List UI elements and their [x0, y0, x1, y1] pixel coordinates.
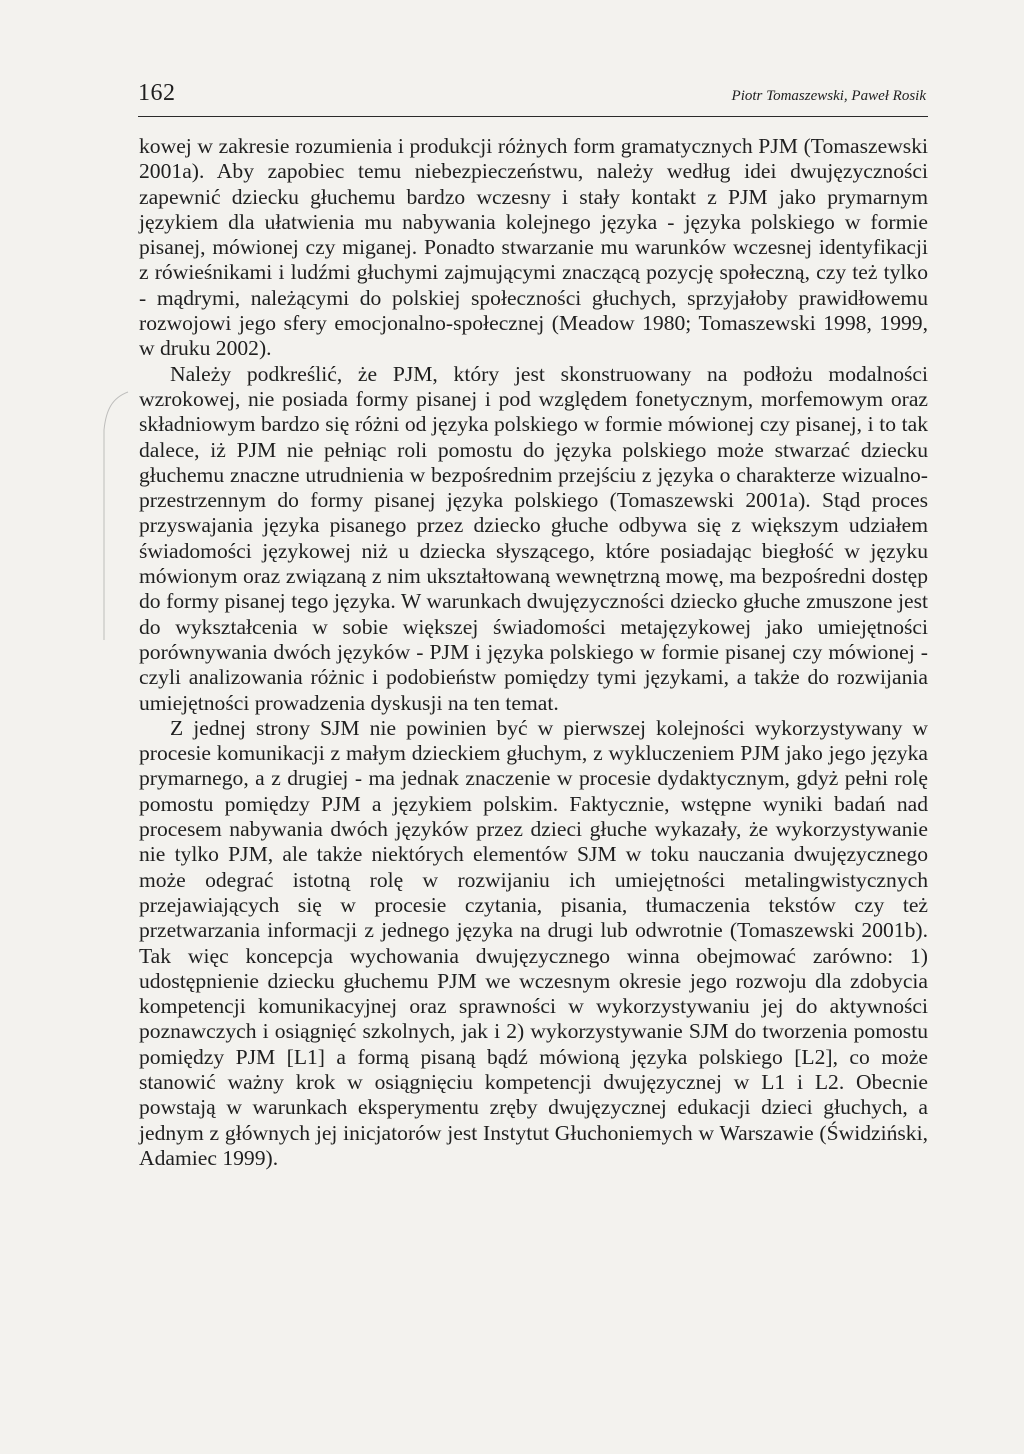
page-header [138, 78, 928, 117]
margin-pencil-mark [100, 390, 130, 650]
paragraph-3: Z jednej strony SJM nie powinien być w pierwszej kolejności wykorzystywany w procesie komunikacji z małym dzieckiem głuchym, z wykluczeniem PJM jako jego języka prymarnego, a z drugiej - ma jednak znaczenie w procesie dydaktycznym, gdyż pełni rolę pomostu pomiędzy PJM a językiem polskim. Faktycznie, wstępne wyniki badań nad procesem nabywania dwóch języków przez dzieci głuche wykazały, że wykorzystywanie nie tylko PJM, ale także niektórych elementów SJM w toku nauczania dwujęzycznego może odegrać istotną rolę w rozwijaniu ich umiejętności metalingwistycznych przejawiających się w procesie czytania, pisania, tłumaczenia tekstów czy też przetwarzania informacji z jednego języka na drugi lub odwrotnie (Tomaszewski 2001b). Tak więc koncepcja wychowania dwujęzycznego winna obejmować zarówno: 1) udostępnienie dziecku głuchemu PJM we wczesnym okresie jego rozwoju dla zdobycia kompetencji komunikacyjnej oraz sprawności w wykorzystywaniu jej do aktywności poznawczych i osiągnięć szkolnych, jak i 2) wykorzystywanie SJM do tworzenia pomostu pomiędzy PJM [L1] a formą pisaną bądź mówioną języka polskiego [L2], co może stanowić ważny krok w osiągnięciu kompetencji dwujęzycznej w L1 i L2. Obecnie powstają w warunkach eksperymentu zręby dwujęzycznej edukacji dzieci głuchych, a jednym z głównych jej inicjatorów jest Instytut Głuchoniemych w Warszawie (Świdziński, Adamiec 1999). [139, 715, 928, 1170]
page-number: 162 [138, 80, 176, 106]
running-head-authors: Piotr Tomaszewski, Paweł Rosik [731, 88, 926, 104]
paragraph-1: kowej w zakresie rozumienia i produkcji różnych form gramatycznych PJM (Tomaszewski 2001a). Aby zapobiec temu niebezpieczeństwu, należy według idei dwujęzyczności zapewnić dziecku głuchemu bardzo wczesny i stały kontakt z PJM jako prymarnym językiem dla ułatwienia mu nabywania kolejnego języka - języka polskiego w formie pisanej, mówionej czy miganej. Ponadto stwarzanie mu warunków wczesnej identyfikacji z rówieśnikami i ludźmi głuchymi zajmującymi znaczącą pozycję społeczną, czy też tylko - mądrymi, należącymi do polskiej społeczności głuchych, sprzyjałoby prawidłowemu rozwojowi jego sfery emocjonalno-społecznej (Meadow 1980; Tomaszewski 1998, 1999, w druku 2002). [139, 134, 928, 361]
body-text [139, 134, 928, 1171]
paragraph-2: Należy podkreślić, że PJM, który jest skonstruowany na podłożu modalności wzrokowej, nie posiada formy pisanej i pod względem fonetycznym, morfemowym oraz składniowym bardzo się różni od języka polskiego w formie mówionej czy pisanej, i to tak dalece, iż PJM nie pełniąc roli pomostu do języka polskiego może stwarzać dziecku głuchemu znaczne utrudnienia w bezpośrednim przejściu z języka o charakterze wizualno-przestrzennym do formy pisanej języka polskiego (Tomaszewski 2001a). Stąd proces przyswajania języka pisanego przez dziecko głuche odbywa się z większym udziałem świadomości językowej niż u dziecka słyszącego, które posiadając biegłość w języku mówionym oraz związaną z nim ukształtowaną wewnętrzną mowę, ma bezpośredni dostęp do formy pisanej tego języka. W warunkach dwujęzyczności dziecko głuche zmuszone jest do wykształcenia w sobie większej świadomości metajęzykowej jako umiejętności porównywania dwóch języków - PJM i języka polskiego w formie pisanej czy mówionej - czyli analizowania różnic i podobieństw pomiędzy tymi językami, a także do rozwijania umiejętności prowadzenia dyskusji na ten temat. [139, 361, 928, 715]
